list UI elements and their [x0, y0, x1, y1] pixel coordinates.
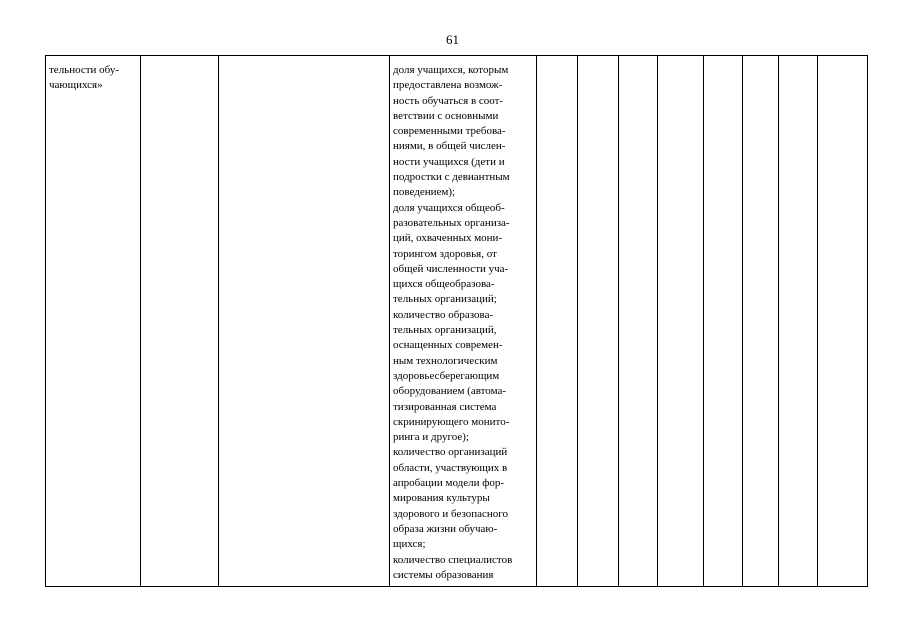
- table-cell-2: [141, 56, 219, 587]
- table-cell-7: [619, 56, 658, 587]
- table-cell-12: [818, 56, 868, 587]
- table-cell-10: [743, 56, 779, 587]
- table-cell-3: [219, 56, 390, 587]
- table-row: [46, 56, 868, 587]
- table-cell-11: [779, 56, 818, 587]
- cell-text: доля учащихся, которым предоставлена возмож- ность обучаться в соот- ветствии с основными современными требова- ниями, в общей числен- ности учащихся (дети и подростки с девиантным поведением); доля учащихся общеоб- разовательных организа- ций, охваченных мони- торингом здоровья, от общей численности уча- щихся общеобразова- тельных организаций; количество образова- тельных организаций, оснащенных современ- ным технологическим здоровьесберегающим оборудованием (автома- тизированная система скринирующего монито- ринга и другое); количество организаций области, участвующих в апробации модели фор- мирования культуры здорового и безопасного образа жизни обучаю- щихся; количество специалистов системы образования: [393, 64, 513, 581]
- document-table: [45, 55, 868, 587]
- table-cell-9: [704, 56, 743, 587]
- page-number: 61: [446, 32, 459, 47]
- table-cell-8: [658, 56, 704, 587]
- cell-text: тельности обу- чающихся»: [49, 64, 120, 92]
- table-cell-indicators: [390, 56, 537, 587]
- table-cell-5: [537, 56, 578, 587]
- table-cell-program-name: [46, 56, 141, 587]
- table-cell-6: [578, 56, 619, 587]
